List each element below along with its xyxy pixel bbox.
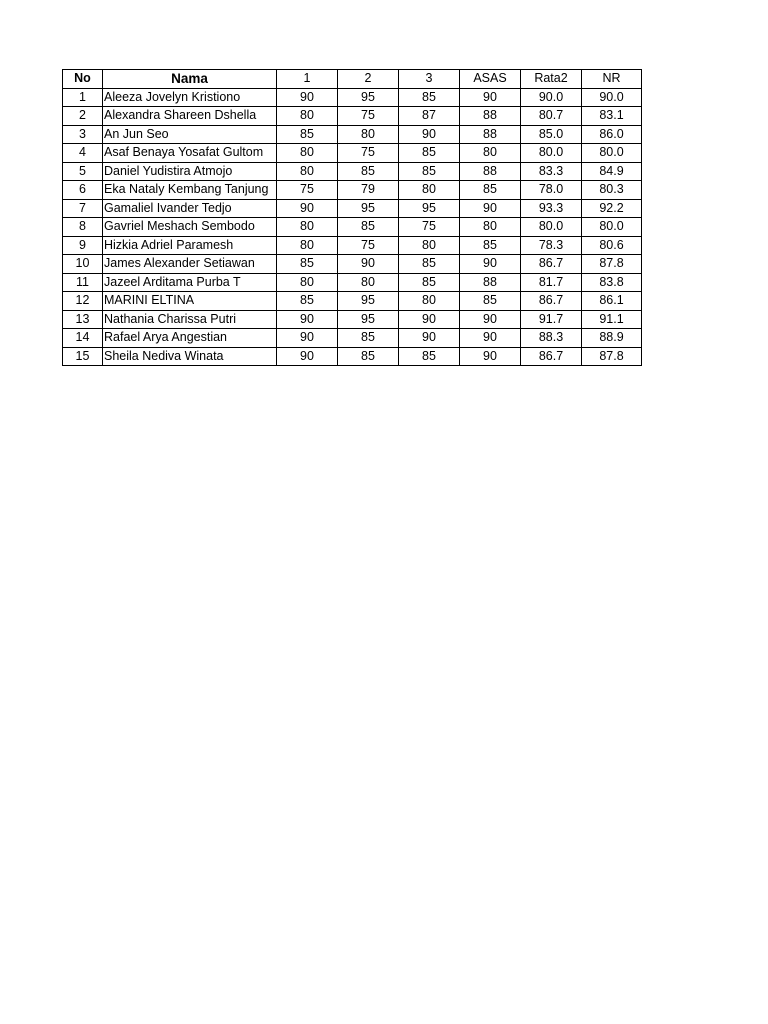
cell-rata2: 80.7 (521, 107, 582, 126)
cell-score-1: 80 (277, 162, 338, 181)
cell-no: 11 (63, 273, 103, 292)
cell-nama: Eka Nataly Kembang Tanjung (103, 181, 277, 200)
cell-score-1: 85 (277, 292, 338, 311)
cell-nr: 87.8 (582, 255, 642, 274)
cell-rata2: 91.7 (521, 310, 582, 329)
cell-nama: Rafael Arya Angestian (103, 329, 277, 348)
cell-score-3: 80 (399, 181, 460, 200)
cell-score-2: 75 (338, 107, 399, 126)
cell-no: 4 (63, 144, 103, 163)
cell-score-1: 90 (277, 88, 338, 107)
header-score-2: 2 (338, 70, 399, 89)
cell-score-2: 75 (338, 144, 399, 163)
cell-rata2: 78.0 (521, 181, 582, 200)
table-row (63, 144, 642, 163)
table-row (63, 88, 642, 107)
cell-score-2: 75 (338, 236, 399, 255)
cell-nama: Daniel Yudistira Atmojo (103, 162, 277, 181)
table-row (63, 310, 642, 329)
cell-score-3: 87 (399, 107, 460, 126)
cell-asas: 90 (460, 199, 521, 218)
cell-score-3: 80 (399, 236, 460, 255)
grades-table (62, 69, 642, 366)
cell-asas: 88 (460, 107, 521, 126)
cell-nr: 92.2 (582, 199, 642, 218)
cell-nr: 80.0 (582, 144, 642, 163)
cell-asas: 90 (460, 329, 521, 348)
cell-nr: 88.9 (582, 329, 642, 348)
cell-asas: 90 (460, 88, 521, 107)
cell-asas: 85 (460, 292, 521, 311)
cell-score-1: 80 (277, 218, 338, 237)
header-row (63, 70, 642, 89)
cell-score-1: 90 (277, 347, 338, 366)
cell-score-1: 80 (277, 107, 338, 126)
cell-score-2: 85 (338, 218, 399, 237)
cell-rata2: 83.3 (521, 162, 582, 181)
cell-asas: 90 (460, 255, 521, 274)
cell-score-1: 90 (277, 310, 338, 329)
cell-asas: 90 (460, 310, 521, 329)
cell-rata2: 85.0 (521, 125, 582, 144)
cell-nr: 80.0 (582, 218, 642, 237)
header-nr: NR (582, 70, 642, 89)
header-score-3: 3 (399, 70, 460, 89)
cell-score-3: 85 (399, 255, 460, 274)
cell-nama: An Jun Seo (103, 125, 277, 144)
cell-score-1: 75 (277, 181, 338, 200)
cell-nr: 86.0 (582, 125, 642, 144)
cell-score-3: 95 (399, 199, 460, 218)
cell-no: 9 (63, 236, 103, 255)
table-row (63, 125, 642, 144)
cell-score-2: 95 (338, 88, 399, 107)
table-row (63, 292, 642, 311)
cell-nama: Alexandra Shareen Dshella (103, 107, 277, 126)
cell-rata2: 81.7 (521, 273, 582, 292)
header-rata2: Rata2 (521, 70, 582, 89)
cell-no: 5 (63, 162, 103, 181)
cell-no: 6 (63, 181, 103, 200)
cell-score-3: 90 (399, 125, 460, 144)
cell-nama: Sheila Nediva Winata (103, 347, 277, 366)
cell-no: 1 (63, 88, 103, 107)
cell-score-2: 85 (338, 347, 399, 366)
cell-score-2: 85 (338, 329, 399, 348)
cell-score-1: 85 (277, 255, 338, 274)
cell-no: 8 (63, 218, 103, 237)
cell-rata2: 80.0 (521, 218, 582, 237)
cell-score-1: 90 (277, 329, 338, 348)
cell-score-2: 80 (338, 273, 399, 292)
cell-no: 13 (63, 310, 103, 329)
table-row (63, 255, 642, 274)
cell-score-2: 95 (338, 292, 399, 311)
table-row (63, 329, 642, 348)
cell-score-1: 80 (277, 144, 338, 163)
cell-nama: Jazeel Arditama Purba T (103, 273, 277, 292)
table-row (63, 181, 642, 200)
header-nama: Nama (103, 70, 277, 89)
cell-no: 14 (63, 329, 103, 348)
cell-asas: 90 (460, 347, 521, 366)
cell-no: 3 (63, 125, 103, 144)
cell-rata2: 88.3 (521, 329, 582, 348)
cell-score-1: 80 (277, 273, 338, 292)
cell-no: 15 (63, 347, 103, 366)
cell-rata2: 78.3 (521, 236, 582, 255)
cell-score-3: 75 (399, 218, 460, 237)
cell-rata2: 80.0 (521, 144, 582, 163)
cell-nama: MARINI ELTINA (103, 292, 277, 311)
cell-asas: 85 (460, 236, 521, 255)
table-body (63, 88, 642, 366)
cell-score-1: 90 (277, 199, 338, 218)
cell-score-1: 80 (277, 236, 338, 255)
cell-score-2: 85 (338, 162, 399, 181)
cell-nama: Nathania Charissa Putri (103, 310, 277, 329)
table-row (63, 199, 642, 218)
cell-asas: 80 (460, 144, 521, 163)
table-row (63, 162, 642, 181)
cell-no: 7 (63, 199, 103, 218)
header-score-1: 1 (277, 70, 338, 89)
cell-score-2: 79 (338, 181, 399, 200)
cell-score-3: 85 (399, 144, 460, 163)
cell-asas: 85 (460, 181, 521, 200)
cell-nr: 84.9 (582, 162, 642, 181)
cell-asas: 88 (460, 125, 521, 144)
cell-nama: Gamaliel Ivander Tedjo (103, 199, 277, 218)
cell-no: 12 (63, 292, 103, 311)
cell-score-2: 80 (338, 125, 399, 144)
cell-rata2: 86.7 (521, 347, 582, 366)
table-row (63, 236, 642, 255)
table-row (63, 107, 642, 126)
cell-nr: 91.1 (582, 310, 642, 329)
cell-score-1: 85 (277, 125, 338, 144)
header-asas: ASAS (460, 70, 521, 89)
cell-score-3: 90 (399, 310, 460, 329)
cell-nr: 86.1 (582, 292, 642, 311)
cell-score-3: 90 (399, 329, 460, 348)
header-no: No (63, 70, 103, 89)
cell-asas: 88 (460, 162, 521, 181)
cell-score-3: 85 (399, 347, 460, 366)
cell-rata2: 93.3 (521, 199, 582, 218)
cell-nr: 90.0 (582, 88, 642, 107)
cell-no: 10 (63, 255, 103, 274)
cell-asas: 80 (460, 218, 521, 237)
cell-nr: 80.3 (582, 181, 642, 200)
table-row (63, 218, 642, 237)
cell-nr: 87.8 (582, 347, 642, 366)
cell-nama: Gavriel Meshach Sembodo (103, 218, 277, 237)
cell-nr: 83.8 (582, 273, 642, 292)
cell-score-3: 85 (399, 273, 460, 292)
cell-no: 2 (63, 107, 103, 126)
cell-score-3: 80 (399, 292, 460, 311)
cell-score-2: 95 (338, 310, 399, 329)
cell-rata2: 90.0 (521, 88, 582, 107)
cell-score-3: 85 (399, 162, 460, 181)
cell-rata2: 86.7 (521, 292, 582, 311)
cell-score-2: 90 (338, 255, 399, 274)
cell-rata2: 86.7 (521, 255, 582, 274)
cell-nr: 80.6 (582, 236, 642, 255)
cell-asas: 88 (460, 273, 521, 292)
table-row (63, 273, 642, 292)
cell-nama: James Alexander Setiawan (103, 255, 277, 274)
cell-score-2: 95 (338, 199, 399, 218)
cell-nr: 83.1 (582, 107, 642, 126)
cell-nama: Asaf Benaya Yosafat Gultom (103, 144, 277, 163)
cell-score-3: 85 (399, 88, 460, 107)
cell-nama: Hizkia Adriel Paramesh (103, 236, 277, 255)
cell-nama: Aleeza Jovelyn Kristiono (103, 88, 277, 107)
table-row (63, 347, 642, 366)
